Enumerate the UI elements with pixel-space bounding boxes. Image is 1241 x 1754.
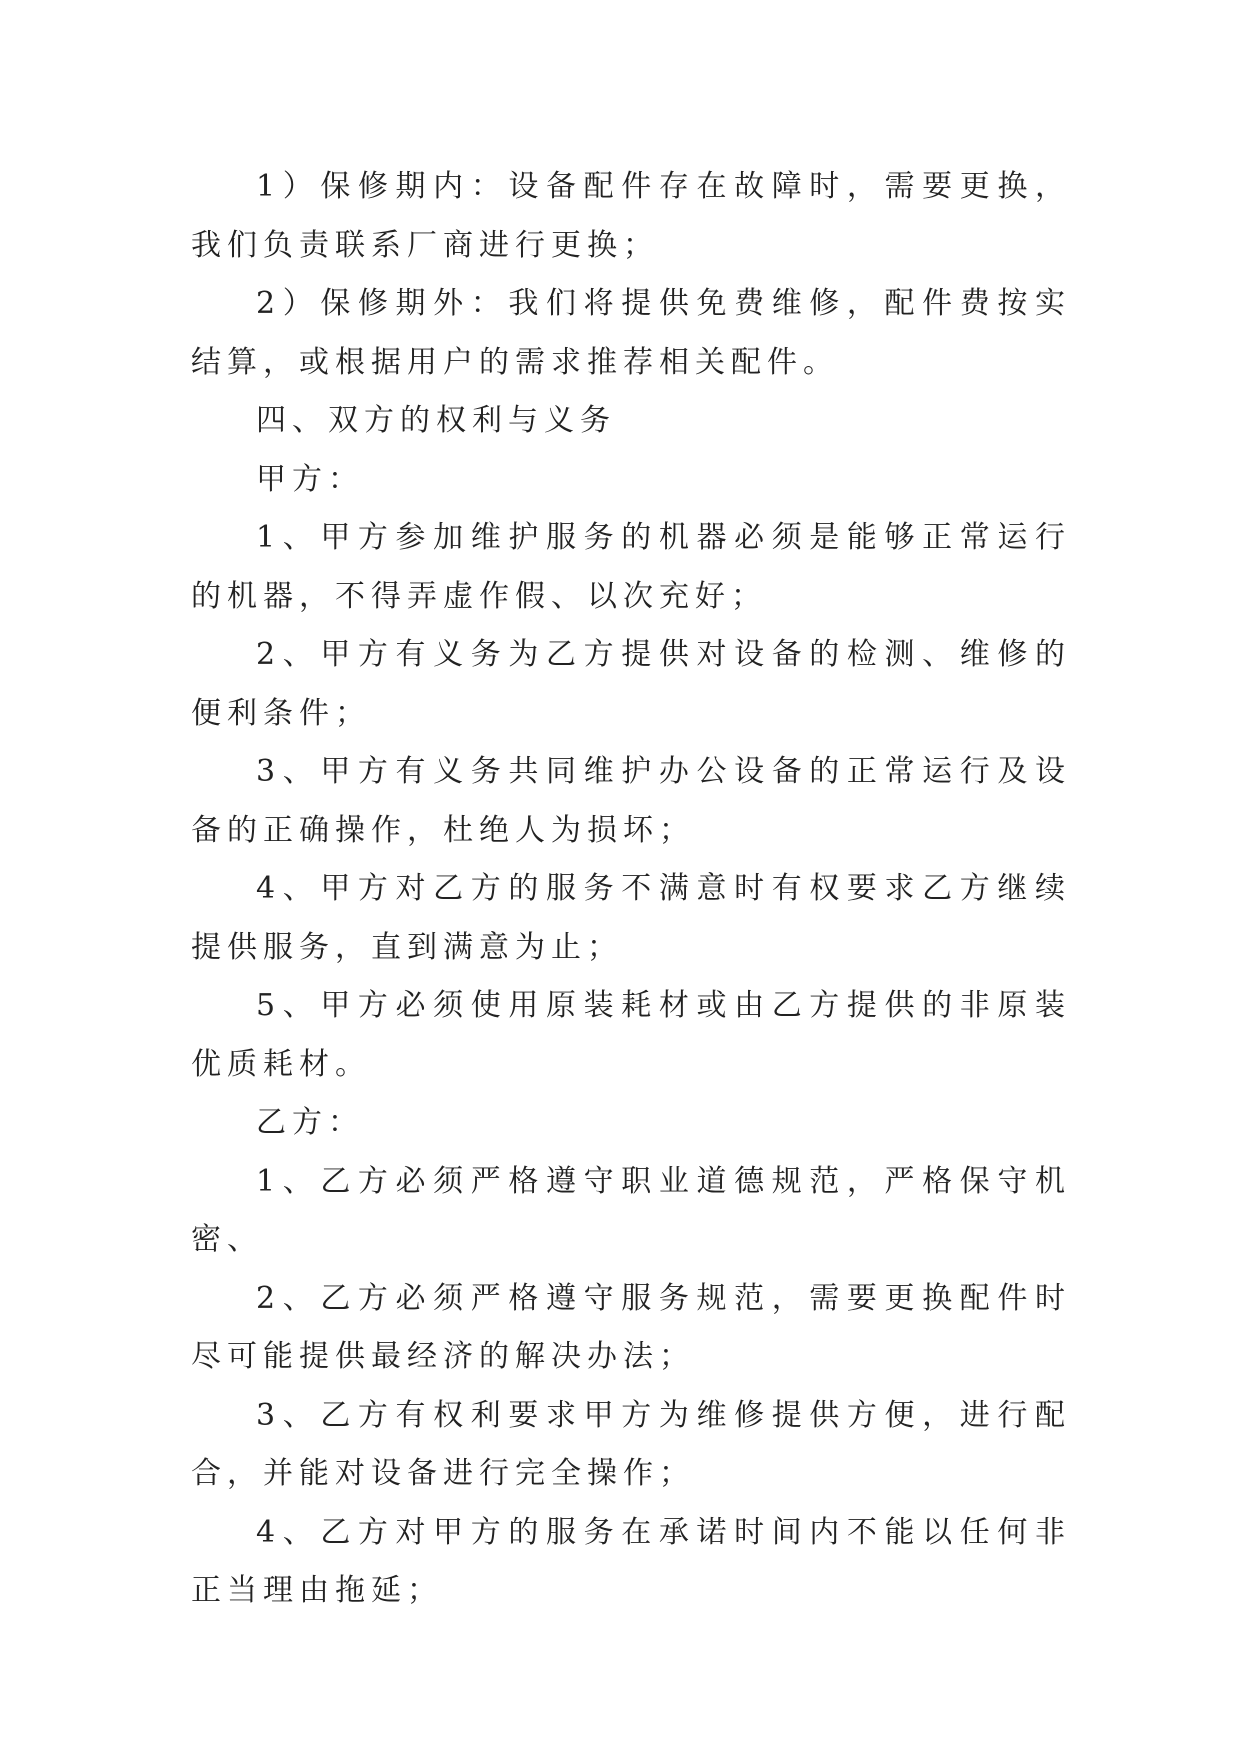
party-b-item-4: 4、乙方对甲方的服务在承诺时间内不能以任何非正当理由拖延； bbox=[191, 1514, 1071, 1608]
party-b-heading: 乙方： bbox=[256, 1105, 364, 1140]
party-a-item-3: 3、甲方有义务共同维护办公设备的正常运行及设备的正确操作，杜绝人为损坏； bbox=[191, 754, 1071, 848]
party-b-item-3: 3、乙方有权利要求甲方为维修提供方便，进行配合，并能对设备进行完全操作； bbox=[191, 1397, 1071, 1491]
party-a-item-4: 4、甲方对乙方的服务不满意时有权要求乙方继续提供服务，直到满意为止； bbox=[191, 871, 1071, 965]
party-a-item-1: 1、甲方参加维护服务的机器必须是能够正常运行的机器，不得弄虚作假、以次充好； bbox=[191, 520, 1071, 614]
party-a-item-5: 5、甲方必须使用原装耗材或由乙方提供的非原装优质耗材。 bbox=[191, 988, 1071, 1082]
party-a-heading: 甲方： bbox=[256, 461, 364, 497]
paragraph-warranty-out: 2）保修期外：我们将提供免费维修，配件费按实结算，或根据用户的需求推荐相关配件。 bbox=[191, 286, 1071, 380]
party-a-item-2: 2、甲方有义务为乙方提供对设备的检测、维修的便利条件； bbox=[191, 637, 1071, 731]
paragraph-warranty-in: 1）保修期内：设备配件存在故障时，需要更换，我们负责联系厂商进行更换； bbox=[191, 169, 1071, 263]
party-b-item-2: 2、乙方必须严格遵守服务规范，需要更换配件时尽可能提供最经济的解决办法； bbox=[191, 1280, 1071, 1374]
document-body bbox=[191, 158, 1071, 1621]
section-heading-rights: 四、双方的权利与义务 bbox=[256, 403, 616, 438]
party-b-item-1: 1、乙方必须严格遵守职业道德规范，严格保守机密、 bbox=[191, 1163, 1071, 1257]
